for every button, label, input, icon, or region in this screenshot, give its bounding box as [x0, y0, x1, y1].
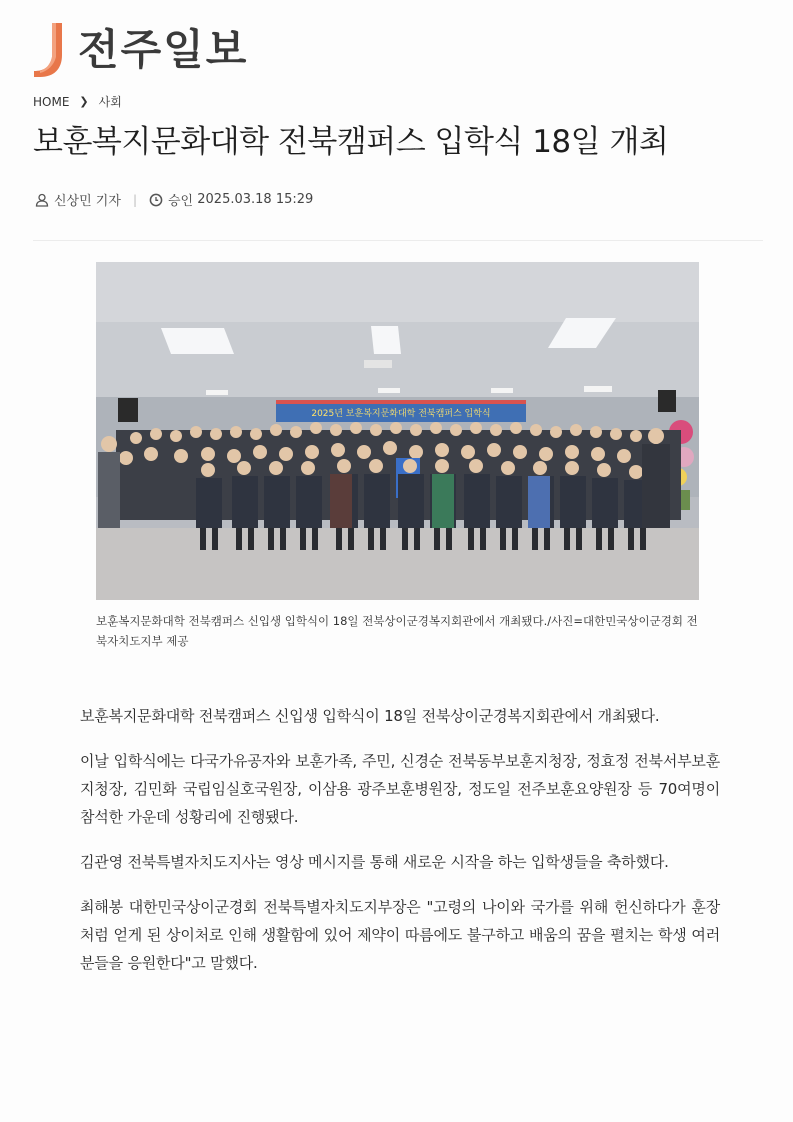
- article-paragraph: 보훈복지문화대학 전북캠퍼스 신입생 입학식이 18일 전북상이군경복지회관에서 개최됐다.: [80, 707, 660, 725]
- byline-divider: |: [132, 192, 137, 207]
- breadcrumb-home-link[interactable]: HOME: [33, 94, 70, 109]
- article-photo[interactable]: [96, 262, 699, 600]
- site-logo[interactable]: [32, 20, 248, 80]
- approved-label: 승인: [167, 194, 194, 209]
- chevron-right-icon: ❯: [79, 95, 89, 108]
- article-headline: 보훈복지문화대학 전북캠퍼스 입학식 18일 개최: [33, 124, 669, 160]
- breadcrumb-section-link[interactable]: 사회: [98, 95, 122, 109]
- breadcrumb: [33, 93, 122, 110]
- article-paragraph: 최해봉 대한민국상이군경회 전북특별자치도지부장은 "고령의 나이와 국가를 위해 헌신하다가 훈장처럼 얻게 된 상이처로 인해 생활함에 있어 제약이 따름에도 불구하고 배움의 꿈을 펼치는 학생 여러분들을 응원한다"고 말했다.: [80, 898, 720, 972]
- photo-caption: 보훈복지문화대학 전북캠퍼스 신입생 입학식이 18일 전북상이군경복지회관에서 개최됐다./사진=대한민국상이군경회 전북자치도지부 제공: [96, 614, 698, 648]
- group-photo-illustration: [96, 262, 699, 600]
- approved-info: [149, 190, 313, 209]
- pen-nib-logo-icon: [32, 21, 74, 79]
- byline: [35, 190, 313, 209]
- article-paragraph: 이날 입학식에는 다국가유공자와 보훈가족, 주민, 신경순 전북동부보훈지청장, 정효정 전북서부보훈지청장, 김민화 국립임실호국원장, 이삼용 광주보훈병원장, 정도일 전주보훈요양원장 등 70여명이 참석한 가운데 성황리에 진행됐다.: [80, 752, 720, 826]
- banner-text: 2025년 보훈복지문화대학 전북캠퍼스 입학식: [311, 409, 491, 419]
- logo-name: 전주일보: [78, 25, 249, 74]
- approved-date: 2025.03.18 15:29: [197, 192, 314, 207]
- clock-icon: [149, 193, 163, 207]
- article-paragraph: 김관영 전북특별자치도지사는 영상 메시지를 통해 새로운 시작을 하는 입학생들을 축하했다.: [80, 853, 669, 871]
- user-icon: [35, 193, 49, 207]
- article-body: [80, 702, 720, 994]
- header-divider: [33, 240, 763, 241]
- author-name[interactable]: 신상민 기자: [54, 194, 121, 209]
